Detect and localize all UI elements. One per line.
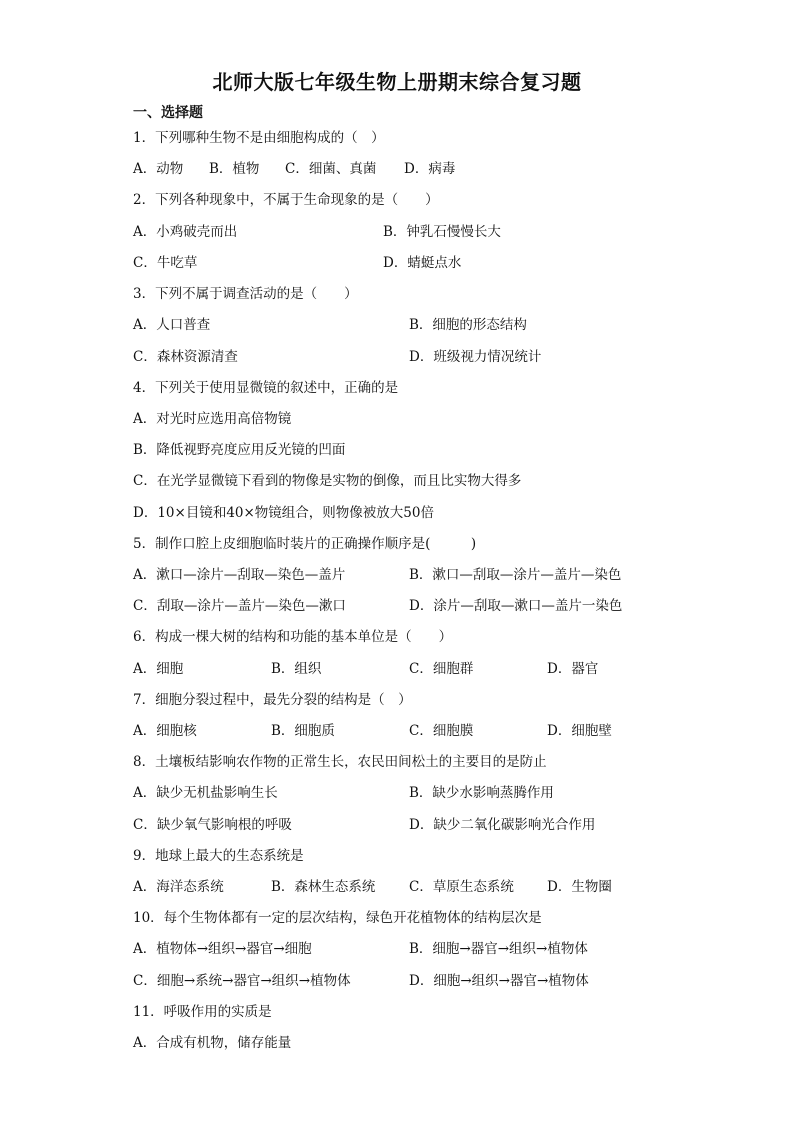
- option: B．森林生态系统: [271, 879, 376, 895]
- option: A．小鸡破壳而出: [133, 224, 238, 240]
- option: D．生物圈: [547, 879, 612, 895]
- option: B．植物: [209, 161, 260, 177]
- option: B．细胞的形态结构: [409, 317, 527, 333]
- option: A．细胞: [133, 661, 184, 677]
- option: A．漱口—涂片—刮取—染色—盖片: [133, 567, 346, 583]
- option: B．降低视野亮度应用反光镜的凹面: [133, 442, 346, 458]
- option: C．细胞膜: [409, 723, 474, 739]
- option: C．在光学显微镜下看到的物像是实物的倒像，而且比实物大得多: [133, 473, 522, 489]
- option: C．森林资源清查: [133, 349, 238, 365]
- option: B．缺少水影响蒸腾作用: [409, 785, 554, 801]
- question-stem: 10．每个生物体都有一定的层次结构，绿色开花植物体的结构层次是: [133, 910, 542, 926]
- option: B．细胞→器官→组织→植物体: [409, 941, 588, 957]
- option: C．缺少氧气影响根的呼吸: [133, 817, 292, 833]
- question-stem: 2．下列各种现象中，不属于生命现象的是（ ）: [133, 192, 439, 208]
- option: A．动物: [133, 161, 184, 177]
- option: A．合成有机物，储存能量: [133, 1035, 292, 1051]
- option: B．漱口—刮取—涂片—盖片—染色: [409, 567, 622, 583]
- option: A．对光时应选用高倍物镜: [133, 411, 292, 427]
- section-heading: 一、选择题: [133, 105, 203, 121]
- option: B．组织: [271, 661, 322, 677]
- page-title: 北师大版七年级生物上册期末综合复习题: [212, 70, 582, 94]
- option: D．10×目镜和40×物镜组合，则物像被放大50倍: [133, 505, 434, 521]
- option: C．细菌、真菌: [285, 161, 377, 177]
- option: D．蜻蜓点水: [383, 255, 462, 271]
- question-stem: 5．制作口腔上皮细胞临时装片的正确操作顺序是( ): [133, 536, 477, 552]
- option: D．缺少二氧化碳影响光合作用: [409, 817, 596, 833]
- option: C．细胞→系统→器官→组织→植物体: [133, 973, 351, 989]
- question-stem: 11．呼吸作用的实质是: [133, 1004, 272, 1020]
- option: A．细胞核: [133, 723, 197, 739]
- question-stem: 8．土壤板结影响农作物的正常生长，农民田间松土的主要目的是防止: [133, 754, 547, 770]
- option: A．人口普查: [133, 317, 211, 333]
- question-stem: 6．构成一棵大树的结构和功能的基本单位是（ ）: [133, 629, 453, 645]
- option: C．刮取—涂片—盖片—染色—漱口: [133, 598, 346, 614]
- option: D．班级视力情况统计: [409, 349, 542, 365]
- option: D．病毒: [404, 161, 456, 177]
- question-stem: 4．下列关于使用显微镜的叙述中，正确的是: [133, 380, 399, 396]
- question-stem: 7．细胞分裂过程中，最先分裂的结构是（ ）: [133, 692, 412, 708]
- option: C．细胞群: [409, 661, 474, 677]
- option: D．细胞→组织→器官→植物体: [409, 973, 589, 989]
- option: C．牛吃草: [133, 255, 198, 271]
- option: A．海洋态系统: [133, 879, 224, 895]
- option: B．细胞质: [271, 723, 335, 739]
- option: A．植物体→组织→器官→细胞: [133, 941, 312, 957]
- option: C．草原生态系统: [409, 879, 514, 895]
- question-stem: 9．地球上最大的生态系统是: [133, 848, 304, 864]
- question-stem: 1．下列哪种生物不是由细胞构成的（ ）: [133, 130, 385, 146]
- option: D．器官: [547, 661, 599, 677]
- option: D．细胞壁: [547, 723, 612, 739]
- option: D．涂片—刮取—漱口—盖片一染色: [409, 598, 623, 614]
- option: B．钟乳石慢慢长大: [383, 224, 501, 240]
- option: A．缺少无机盐影响生长: [133, 785, 278, 801]
- question-stem: 3．下列不属于调查活动的是（ ）: [133, 286, 358, 302]
